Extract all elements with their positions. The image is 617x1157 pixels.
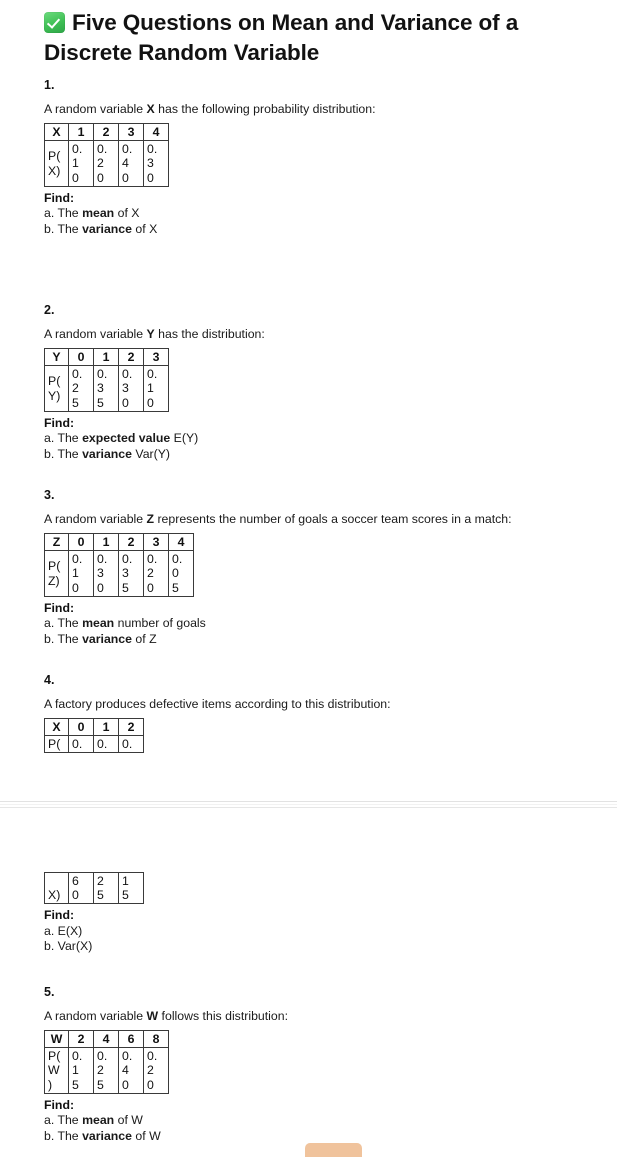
find-text: b. Var(X): [44, 939, 93, 954]
row-label: [45, 551, 69, 597]
header-value: 0: [69, 534, 94, 551]
probability-cell: 0.: [69, 736, 94, 753]
row-label: P(: [45, 736, 69, 753]
cell-line: 0: [72, 170, 79, 185]
header-value: 2: [119, 349, 144, 366]
cell-line: 1: [147, 381, 154, 396]
find-text: b. The: [44, 631, 83, 646]
prompt-part-after: has the following probability distribution:: [154, 102, 376, 116]
header-variable: X: [45, 124, 69, 141]
table-header-row: [45, 124, 169, 141]
row-label-line: Z): [48, 573, 60, 588]
probability-cell: [144, 1048, 169, 1094]
cell-line: 0.: [147, 142, 158, 157]
cell-line: 1: [122, 874, 129, 888]
header-value: 2: [119, 534, 144, 551]
cell-line: 0.: [72, 552, 83, 567]
cell-line: 0.: [147, 1049, 158, 1064]
question-block-3: [44, 488, 512, 647]
probability-cell: [169, 551, 194, 597]
header-value: 1: [94, 534, 119, 551]
table-header-row: [45, 349, 169, 366]
probability-cell: [144, 366, 169, 412]
cell-line: 5: [72, 1077, 79, 1092]
probability-cell: [119, 141, 144, 187]
header-variable: X: [45, 719, 69, 736]
cell-line: 5: [97, 395, 104, 410]
find-text: b. The: [44, 1128, 83, 1143]
header-value: 0: [69, 349, 94, 366]
probability-cell: [119, 1048, 144, 1094]
header-value: 2: [119, 719, 144, 736]
cell-line: 0.: [122, 142, 133, 157]
probability-cell: [119, 551, 144, 597]
cell-line: 0.: [97, 142, 108, 157]
cell-line: 5: [122, 580, 129, 595]
find-keyword: variance: [82, 1128, 132, 1143]
question-number-1: 1.: [44, 78, 55, 92]
probability-cell: [94, 551, 119, 597]
cell-line: 0.: [172, 552, 183, 567]
cell-line: 2: [97, 1063, 104, 1078]
header-value: 3: [119, 124, 144, 141]
prompt-part-before: A factory produces defective items according to this distribution:: [44, 697, 391, 711]
cell-line: 3: [97, 381, 104, 396]
find-text: of W: [114, 1113, 143, 1128]
table-header-row: [45, 534, 194, 551]
row-label-line: ): [48, 1077, 53, 1092]
cell-line: 3: [147, 156, 154, 171]
find-keyword: mean: [82, 1113, 115, 1128]
prompt-part-after: has the distribution:: [154, 327, 265, 341]
table-header-row: [45, 719, 144, 736]
row-label: [45, 873, 69, 904]
cell-line: 4: [122, 1063, 129, 1078]
table-row: [45, 736, 144, 753]
cell-line: 0.: [122, 1049, 133, 1064]
prompt-variable: Z: [146, 512, 155, 526]
find-item-a: [44, 431, 265, 447]
question-number-3: 3.: [44, 488, 55, 502]
cell-line: 0: [97, 580, 104, 595]
find-text: of X: [131, 221, 158, 236]
probability-cell: [119, 873, 144, 904]
cell-line: 0: [122, 170, 129, 185]
find-item-b: [44, 632, 512, 648]
probability-cell: [94, 366, 119, 412]
row-label-line: X): [48, 163, 61, 178]
prompt-variable: Y: [146, 327, 155, 341]
find-text: E(Y): [170, 431, 199, 446]
cell-line: 0.: [147, 367, 158, 382]
row-label: [45, 1048, 69, 1094]
find-text: number of goals: [114, 616, 206, 631]
header-value: 4: [169, 534, 194, 551]
question-block-4: [44, 673, 391, 757]
find-keyword: variance: [82, 446, 132, 461]
find-text: a. The: [44, 431, 83, 446]
page-title: [44, 8, 589, 68]
find-label: Find:: [44, 190, 75, 205]
row-label: [45, 141, 69, 187]
cell-line: 1: [72, 566, 79, 581]
question-prompt-2: [44, 326, 265, 342]
find-keyword: mean: [82, 206, 115, 221]
find-item-b: [44, 447, 265, 463]
prompt-variable: W: [146, 1009, 159, 1023]
cell-line: 0: [72, 580, 79, 595]
cell-line: 0.: [122, 552, 133, 567]
question-block-5: [44, 985, 288, 1144]
find-text: Var(Y): [131, 446, 171, 461]
cell-line: 0: [147, 1077, 154, 1092]
header-value: 4: [94, 1031, 119, 1048]
find-text: a. The: [44, 206, 83, 221]
find-label: Find:: [44, 1097, 75, 1112]
probability-cell: [144, 551, 169, 597]
page-break-divider: [0, 801, 617, 808]
cell-line: 4: [122, 156, 129, 171]
find-text: of Z: [131, 631, 157, 646]
find-item-b: [44, 939, 144, 955]
cell-line: 0.: [72, 142, 83, 157]
table-row: [45, 551, 194, 597]
header-value: 1: [69, 124, 94, 141]
cell-line: 3: [97, 566, 104, 581]
probability-cell: [119, 366, 144, 412]
cell-line: 2: [72, 381, 79, 396]
probability-cell: [69, 141, 94, 187]
prompt-part-before: A random variable: [44, 327, 147, 341]
cell-line: 0.: [122, 367, 133, 382]
cell-line: 0.: [72, 367, 83, 382]
cell-line: 5: [97, 888, 104, 903]
question-prompt-4: [44, 696, 391, 712]
find-item-a: [44, 1113, 288, 1129]
find-text: of X: [114, 206, 140, 221]
cell-line: 5: [72, 395, 79, 410]
cell-line: 0.: [147, 552, 158, 567]
cell-line: 0: [72, 888, 79, 903]
cell-line: 0.: [72, 1049, 83, 1064]
cell-line: 3: [122, 381, 129, 396]
row-label-line: X): [48, 888, 61, 903]
header-value: 3: [144, 534, 169, 551]
probability-cell: [69, 551, 94, 597]
header-value: 3: [144, 349, 169, 366]
table-row: [45, 873, 144, 904]
bottom-action-chip[interactable]: [305, 1143, 362, 1157]
find-item-a: [44, 924, 144, 940]
row-label-line: P(: [48, 149, 61, 164]
probability-cell: [94, 1048, 119, 1094]
document-header: [44, 8, 589, 68]
find-item-b: [44, 222, 376, 238]
probability-cell: [94, 141, 119, 187]
cell-line: 2: [97, 874, 104, 888]
header-value: 8: [144, 1031, 169, 1048]
question-number-5: 5.: [44, 985, 55, 999]
cell-line: 2: [147, 1063, 154, 1078]
question-prompt-3: [44, 511, 512, 527]
table-row: [45, 1048, 169, 1094]
cell-line: 0: [122, 395, 129, 410]
cell-line: 5: [97, 1077, 104, 1092]
cell-line: 2: [147, 566, 154, 581]
cell-line: 0: [97, 170, 104, 185]
question-prompt-1: [44, 101, 376, 117]
cell-line: 0.: [97, 1049, 108, 1064]
row-label-line: P(: [48, 1049, 61, 1064]
question-number-2: 2.: [44, 303, 55, 317]
find-text: b. The: [44, 446, 83, 461]
probability-cell: 0.: [119, 736, 144, 753]
table-row: [45, 366, 169, 412]
question-block-2: [44, 303, 265, 462]
header-value: 1: [94, 349, 119, 366]
probability-cell: [94, 873, 119, 904]
cell-line: 0: [172, 566, 179, 581]
probability-cell: [69, 366, 94, 412]
prompt-part-after: follows this distribution:: [158, 1009, 288, 1023]
header-value: 1: [94, 719, 119, 736]
cell-line: 6: [72, 874, 79, 888]
header-value: 2: [94, 124, 119, 141]
question-block-4-continued: [44, 872, 144, 955]
cell-line: 0: [147, 395, 154, 410]
cell-line: 0: [122, 1077, 129, 1092]
row-label-line: Y): [48, 388, 61, 403]
find-item-a: [44, 616, 512, 632]
table-row: [45, 141, 169, 187]
white-heavy-check-mark-icon: [44, 12, 65, 33]
cell-line: 0.: [97, 552, 108, 567]
find-keyword: expected value: [82, 431, 171, 446]
cell-line: 0: [147, 170, 154, 185]
header-value: 4: [144, 124, 169, 141]
distribution-table-2: [44, 348, 169, 412]
cell-line: 0.: [97, 367, 108, 382]
prompt-part-before: A random variable: [44, 1009, 147, 1023]
question-number-4: 4.: [44, 673, 55, 687]
cell-line: 0: [147, 580, 154, 595]
table-header-row: [45, 1031, 169, 1048]
find-text: a. E(X): [44, 923, 83, 938]
find-keyword: variance: [82, 221, 132, 236]
header-variable: Y: [45, 349, 69, 366]
probability-cell: [144, 141, 169, 187]
header-variable: Z: [45, 534, 69, 551]
probability-cell: 0.: [94, 736, 119, 753]
find-text: of W: [131, 1128, 161, 1143]
find-label: Find:: [44, 600, 75, 615]
header-value: 2: [69, 1031, 94, 1048]
header-variable: W: [45, 1031, 69, 1048]
find-text: a. The: [44, 1113, 83, 1128]
distribution-table-3: [44, 533, 194, 597]
find-item-a: [44, 206, 376, 222]
row-label-line: P(: [48, 559, 61, 574]
question-block-1: [44, 78, 376, 237]
find-label: Find:: [44, 415, 75, 430]
cell-line: 5: [172, 580, 179, 595]
find-text: b. The: [44, 221, 83, 236]
find-keyword: variance: [82, 631, 132, 646]
probability-cell: [69, 873, 94, 904]
cell-line: 1: [72, 156, 79, 171]
header-value: 6: [119, 1031, 144, 1048]
find-label: Find:: [44, 908, 75, 923]
distribution-table-5: [44, 1030, 169, 1094]
prompt-part-before: A random variable: [44, 512, 147, 526]
find-keyword: mean: [82, 616, 115, 631]
row-label: [45, 366, 69, 412]
cell-line: 5: [122, 888, 129, 903]
question-prompt-5: [44, 1008, 288, 1024]
distribution-table-1: [44, 123, 169, 187]
prompt-part-after: represents the number of goals a soccer team scores in a match:: [154, 512, 512, 526]
distribution-table-4-part1: [44, 718, 144, 753]
page-title-text: Five Questions on Mean and Variance of a Discrete Random Variable: [44, 10, 519, 65]
header-value: 0: [69, 719, 94, 736]
probability-cell: [69, 1048, 94, 1094]
find-item-b: [44, 1129, 288, 1145]
cell-line: 2: [97, 156, 104, 171]
cell-line: 1: [72, 1063, 79, 1078]
row-label-line: P(: [48, 374, 61, 389]
row-label-line: W: [48, 1063, 60, 1078]
distribution-table-4-part2: [44, 872, 144, 904]
find-text: a. The: [44, 616, 83, 631]
prompt-variable: X: [146, 102, 155, 116]
prompt-part-before: A random variable: [44, 102, 147, 116]
cell-line: 3: [122, 566, 129, 581]
